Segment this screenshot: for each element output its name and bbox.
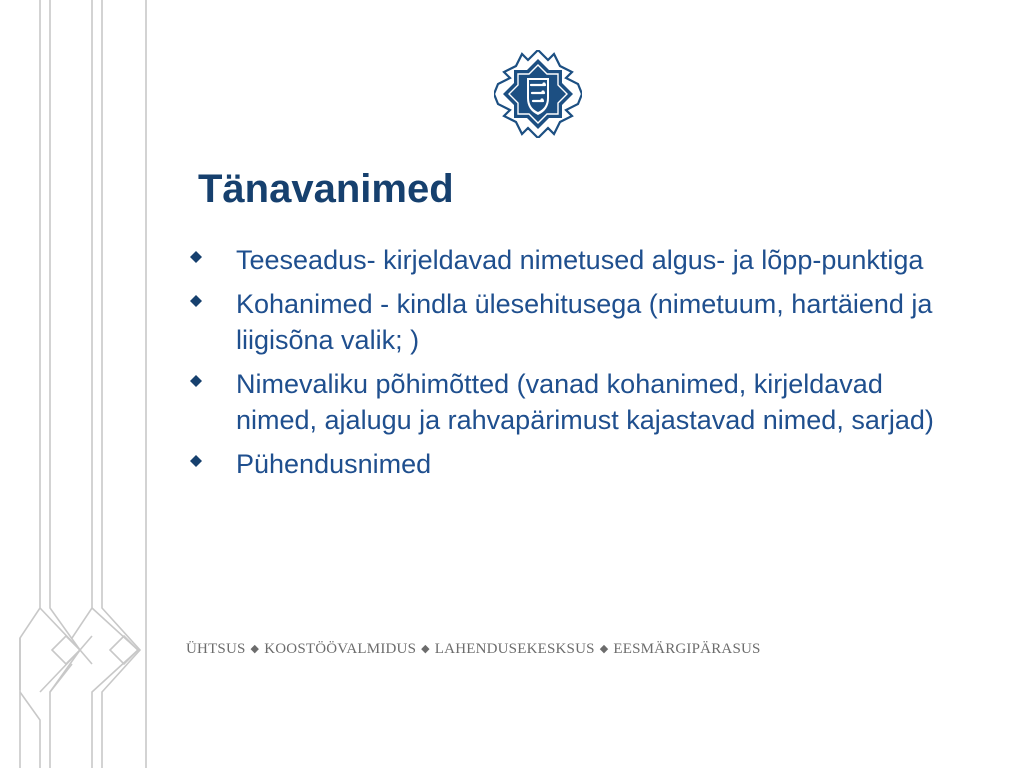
footer-separator: ◆ — [421, 643, 430, 655]
bullet-text: Pühendusnimed — [236, 449, 432, 479]
footer-value: ÜHTSUS — [186, 641, 246, 657]
footer-value: EESMÄRGIPÄRASUS — [613, 641, 761, 657]
bullet-text: Nimevaliku põhimõtted (vanad kohanimed, kirjeldavad nimed, ajalugu ja rahvapärimust kajastavad nimed, sarjad) — [236, 369, 934, 435]
diamond-bullet-icon — [190, 251, 202, 263]
footer-value: KOOSTÖÖVALMIDUS — [264, 641, 417, 657]
bullet-item — [186, 286, 946, 358]
bullet-text: Teeseadus- kirjeldavad nimetused algus- ja lõpp-punktiga — [236, 245, 924, 275]
footer-values — [186, 641, 761, 658]
bullet-text: Kohanimed - kindla ülesehitusega (nimetuum, hartäiend ja liigisõna valik; ) — [236, 289, 933, 355]
bullet-list — [186, 242, 946, 490]
diamond-bullet-icon — [190, 375, 202, 387]
left-border-ornament — [0, 0, 160, 768]
diamond-bullet-icon — [190, 295, 202, 307]
bullet-item — [186, 446, 946, 482]
bullet-item — [186, 242, 946, 278]
footer-separator: ◆ — [250, 643, 260, 655]
bullet-item — [186, 366, 946, 438]
footer-value: LAHENDUSEKESKSUS — [434, 641, 595, 657]
diamond-bullet-icon — [190, 455, 202, 467]
coat-of-arms-icon — [494, 50, 582, 138]
footer-separator: ◆ — [599, 643, 609, 655]
slide-title: Tänavanimed — [198, 167, 454, 211]
